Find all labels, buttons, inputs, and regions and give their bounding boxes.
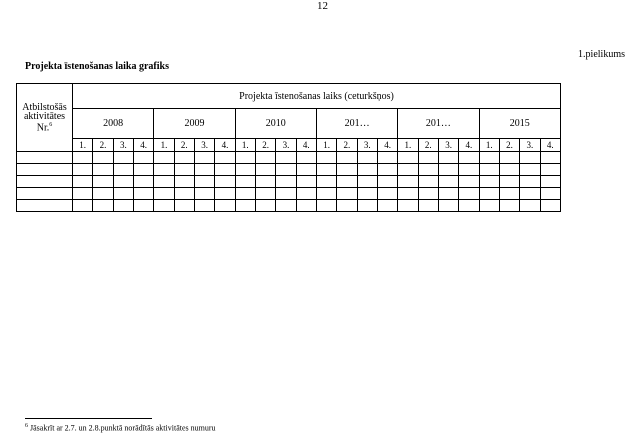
quarter-cell [459,152,479,164]
quarter-cell [255,164,275,176]
quarter-cell [377,188,397,200]
quarter-cell [438,176,458,188]
quarter-cell [235,200,255,212]
quarter-cell [316,152,336,164]
table-row [17,188,561,200]
quarter-cell [377,164,397,176]
quarter-cell [93,152,113,164]
quarter-cell [499,188,519,200]
quarter-cell [154,164,174,176]
quarter-cell [398,164,418,176]
quarter-cell [520,152,540,164]
quarter-cell [479,176,499,188]
quarter-cell [255,188,275,200]
quarter-cell [276,152,296,164]
quarter-cell [133,152,153,164]
table-row [17,152,561,164]
page-number: 12 [317,0,328,12]
quarter-cell [337,164,357,176]
quarter-cell [499,152,519,164]
quarter-cell [154,188,174,200]
footnote-ref: 6 [49,121,53,128]
quarter-cell [418,188,438,200]
quarter-cell [194,152,214,164]
quarter-cell [276,176,296,188]
quarter-cell [398,200,418,212]
quarter-cell [499,164,519,176]
quarter-cell [215,152,235,164]
table-row [17,164,561,176]
period-header: Projekta īstenošanas laiks (ceturkšņos) [73,84,561,109]
quarter-cell [499,200,519,212]
quarter-cell [194,188,214,200]
quarter-cell [113,188,133,200]
quarter-cell [520,176,540,188]
quarter-header: 2. [93,139,113,152]
year-header: 2008 [73,109,154,139]
quarter-cell [73,152,93,164]
quarter-cell [194,176,214,188]
quarter-cell [540,152,560,164]
quarter-cell [459,188,479,200]
activity-cell [17,200,73,212]
quarter-header: 4. [215,139,235,152]
quarter-cell [540,176,560,188]
quarter-cell [459,176,479,188]
quarter-cell [133,200,153,212]
quarter-cell [479,164,499,176]
quarter-cell [357,164,377,176]
year-header: 2010 [235,109,316,139]
quarter-cell [235,188,255,200]
quarter-cell [113,164,133,176]
year-header: 2015 [479,109,560,139]
quarter-cell [296,188,316,200]
activity-header-line-3: Nr. [36,122,50,134]
quarter-cell [418,164,438,176]
quarter-cell [73,188,93,200]
quarter-cell [133,164,153,176]
quarter-cell [194,164,214,176]
quarter-cell [235,164,255,176]
quarter-cell [438,188,458,200]
quarter-cell [276,200,296,212]
activity-number-header [17,84,73,152]
footnote-divider [25,418,152,419]
schedule-table [16,83,561,212]
quarter-cell [398,188,418,200]
quarter-cell [357,188,377,200]
quarter-cell [93,188,113,200]
activity-cell [17,176,73,188]
quarter-cell [398,152,418,164]
quarter-header: 4. [540,139,560,152]
quarter-cell [93,164,113,176]
quarter-header: 1. [316,139,336,152]
quarter-cell [93,200,113,212]
quarter-cell [459,200,479,212]
quarter-header: 4. [296,139,316,152]
quarter-cell [459,164,479,176]
quarter-header: 2. [499,139,519,152]
quarter-cell [93,176,113,188]
quarter-cell [337,152,357,164]
quarter-cell [215,188,235,200]
year-header: 201… [398,109,479,139]
quarter-cell [73,164,93,176]
quarter-cell [215,176,235,188]
quarter-cell [73,176,93,188]
quarter-cell [377,152,397,164]
quarter-header: 2. [418,139,438,152]
quarter-header: 3. [357,139,377,152]
quarter-header: 4. [459,139,479,152]
activity-cell [17,152,73,164]
quarter-cell [479,152,499,164]
quarter-cell [194,200,214,212]
quarter-cell [520,200,540,212]
activity-header-line-2: aktivitātes [23,110,66,122]
quarter-cell [113,200,133,212]
quarter-cell [337,200,357,212]
quarter-cell [174,176,194,188]
table-row [17,200,561,212]
quarter-cell [113,176,133,188]
quarter-cell [296,152,316,164]
quarter-cell [174,200,194,212]
quarter-header: 4. [133,139,153,152]
quarter-cell [235,176,255,188]
quarter-cell [255,176,275,188]
footnote-text: Jāsakrīt ar 2.7. un 2.8.punktā norādītās aktivitātes numuru [30,423,216,433]
activity-header-line-1: Atbilstošās [22,101,67,113]
quarter-cell [174,152,194,164]
quarter-cell [499,176,519,188]
activity-cell [17,164,73,176]
footnote-marker: 6 [25,423,28,429]
quarter-header: 2. [337,139,357,152]
quarter-cell [276,188,296,200]
annex-label: 1.pielikums [578,49,625,60]
quarter-cell [296,200,316,212]
quarter-cell [235,152,255,164]
quarter-cell [255,200,275,212]
quarter-cell [337,188,357,200]
quarter-cell [357,176,377,188]
footnote [25,423,216,433]
quarter-header: 2. [174,139,194,152]
quarter-header: 3. [113,139,133,152]
quarter-cell [540,200,560,212]
quarter-cell [540,164,560,176]
quarter-cell [133,188,153,200]
quarter-cell [479,200,499,212]
quarter-cell [377,200,397,212]
quarter-cell [377,176,397,188]
quarter-cell [438,152,458,164]
quarter-cell [316,176,336,188]
quarter-cell [154,200,174,212]
quarter-cell [133,176,153,188]
quarter-cell [215,200,235,212]
quarter-cell [398,176,418,188]
quarter-cell [174,164,194,176]
quarter-header: 3. [520,139,540,152]
year-header: 2009 [154,109,235,139]
quarter-header: 4. [377,139,397,152]
quarter-cell [154,176,174,188]
quarter-cell [316,164,336,176]
activity-cell [17,188,73,200]
quarter-header: 2. [255,139,275,152]
quarter-cell [357,200,377,212]
year-header: 201… [316,109,397,139]
quarter-cell [418,200,438,212]
quarter-cell [316,200,336,212]
quarter-cell [296,176,316,188]
quarter-cell [520,164,540,176]
quarter-cell [418,152,438,164]
quarter-cell [357,152,377,164]
quarter-cell [113,152,133,164]
quarter-cell [174,188,194,200]
quarter-cell [438,164,458,176]
document-title: Projekta īstenošanas laika grafiks [25,61,169,72]
quarter-cell [418,176,438,188]
quarter-cell [154,152,174,164]
quarter-cell [540,188,560,200]
quarter-header: 3. [276,139,296,152]
quarter-cell [337,176,357,188]
quarter-header: 3. [194,139,214,152]
quarter-header: 1. [479,139,499,152]
quarter-header: 1. [398,139,418,152]
quarter-header: 1. [154,139,174,152]
quarter-header: 1. [235,139,255,152]
quarter-cell [255,152,275,164]
quarter-cell [296,164,316,176]
quarter-cell [479,188,499,200]
quarter-cell [276,164,296,176]
quarter-cell [73,200,93,212]
quarter-cell [316,188,336,200]
quarter-cell [215,164,235,176]
quarter-cell [438,200,458,212]
quarter-header: 3. [438,139,458,152]
table-row [17,176,561,188]
quarter-cell [520,188,540,200]
quarter-header: 1. [73,139,93,152]
